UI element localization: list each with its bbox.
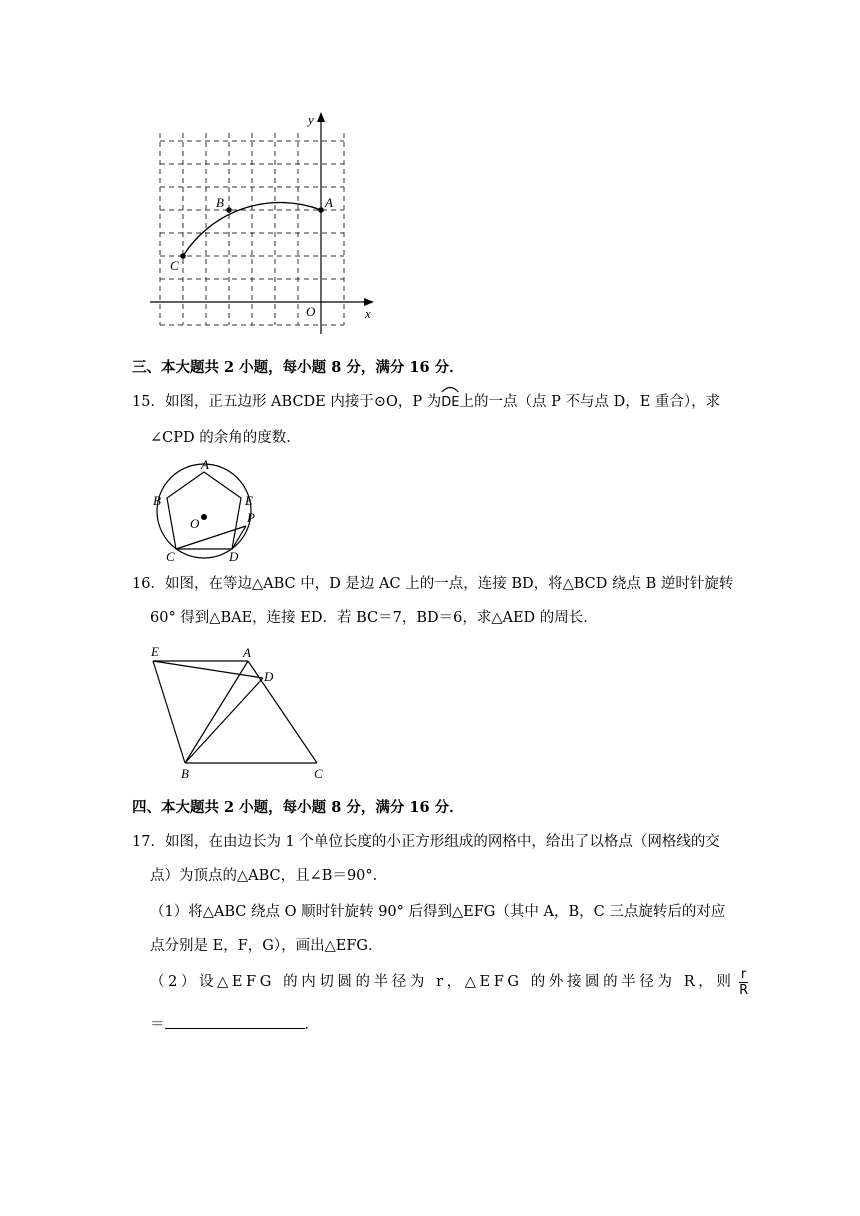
- q17-part1-line-2: 点分别是 E，F，G），画出△EFG．: [150, 938, 383, 954]
- label-c: C: [166, 549, 175, 564]
- segment-bd: [185, 678, 263, 763]
- q14-grid-figure: [140, 108, 390, 334]
- q17-line-1: 17．如图，在由边长为 1 个单位长度的小正方形组成的网格中，给出了以格点（网格线的交: [132, 834, 720, 850]
- label-p: P: [247, 510, 255, 525]
- segment-ac: [248, 661, 317, 763]
- q17-part1-line-1: （1）将△ABC 绕点 O 顺时针旋转 90° 后得到△EFG（其中 A，B，C 三点旋转后的对应: [150, 904, 726, 920]
- label-c: C: [314, 766, 323, 781]
- section-4-heading: 四、本大题共 2 小题，每小题 8 分，满分 16 分．: [132, 799, 464, 816]
- q16-line-1: 16．如图，在等边△ABC 中，D 是边 AC 上的一点，连接 BD，将△BCD 绕点 B 逆时针旋转: [132, 576, 734, 592]
- segment-ab: [185, 661, 248, 763]
- arc-cba: [183, 203, 321, 256]
- label-a: A: [201, 457, 209, 472]
- label-b: B: [153, 493, 161, 508]
- label-b: B: [181, 766, 189, 781]
- point-c: [180, 253, 186, 259]
- q17-part2-line-2: [150, 1012, 319, 1035]
- q16-line-2: 60° 得到△BAE，连接 ED．若 BC＝7，BD＝6，求△AED 的周长．: [150, 610, 598, 626]
- circle-o: [157, 464, 251, 558]
- q15-line-2: ∠CPD 的余角的度数．: [150, 430, 301, 446]
- q17-line-2: 点）为顶点的△ABC，且∠B＝90°．: [150, 868, 388, 884]
- q17-part2-text: （2）设△EFG 的内切圆的半径为 r，△EFG 的外接圆的半径为 R，则: [150, 974, 735, 990]
- label-d: D: [264, 669, 274, 684]
- period: ．: [304, 1017, 319, 1033]
- q15-arc-label: DE: [441, 395, 460, 410]
- q15-arc-de: [441, 392, 459, 413]
- fraction-numerator: r: [740, 966, 747, 982]
- segment-eb: [153, 661, 185, 763]
- q16-triangle-figure: [145, 640, 345, 785]
- label-a: A: [325, 195, 333, 210]
- q15-text-b: 上的一点（点 P 不与点 D，E 重合），求: [459, 394, 721, 410]
- label-origin: O: [306, 304, 316, 319]
- label-y-axis: y: [308, 112, 314, 127]
- center-o: [201, 514, 207, 520]
- point-b: [226, 207, 232, 213]
- fraction-r-over-r: [739, 967, 748, 998]
- point-a: [318, 207, 324, 213]
- arc-mark-icon: [441, 383, 459, 393]
- label-a: A: [243, 645, 251, 660]
- label-o: O: [190, 516, 200, 531]
- q17-part2-line-1: [150, 966, 748, 998]
- fraction-denominator: R: [739, 982, 749, 998]
- label-b: B: [216, 195, 224, 210]
- dashed-grid: [160, 133, 344, 325]
- q15-pentagon-figure: [145, 456, 270, 564]
- label-x-axis: x: [365, 306, 371, 321]
- section-3-heading: 三、本大题共 2 小题，每小题 8 分，满分 16 分．: [132, 359, 464, 376]
- q15-text-a: 15．如图，正五边形 ABCDE 内接于⊙O，P 为: [132, 394, 442, 410]
- pentagon-abcde: [167, 472, 241, 549]
- y-axis-arrow-icon: [317, 112, 325, 122]
- label-e: E: [245, 493, 253, 508]
- label-c: C: [170, 258, 179, 273]
- q15-line-1: [132, 392, 720, 413]
- label-d: D: [229, 549, 239, 564]
- equals-sign: ＝: [150, 1017, 165, 1033]
- answer-blank: [165, 1012, 305, 1029]
- label-e: E: [151, 644, 159, 659]
- x-axis-arrow-icon: [364, 298, 374, 306]
